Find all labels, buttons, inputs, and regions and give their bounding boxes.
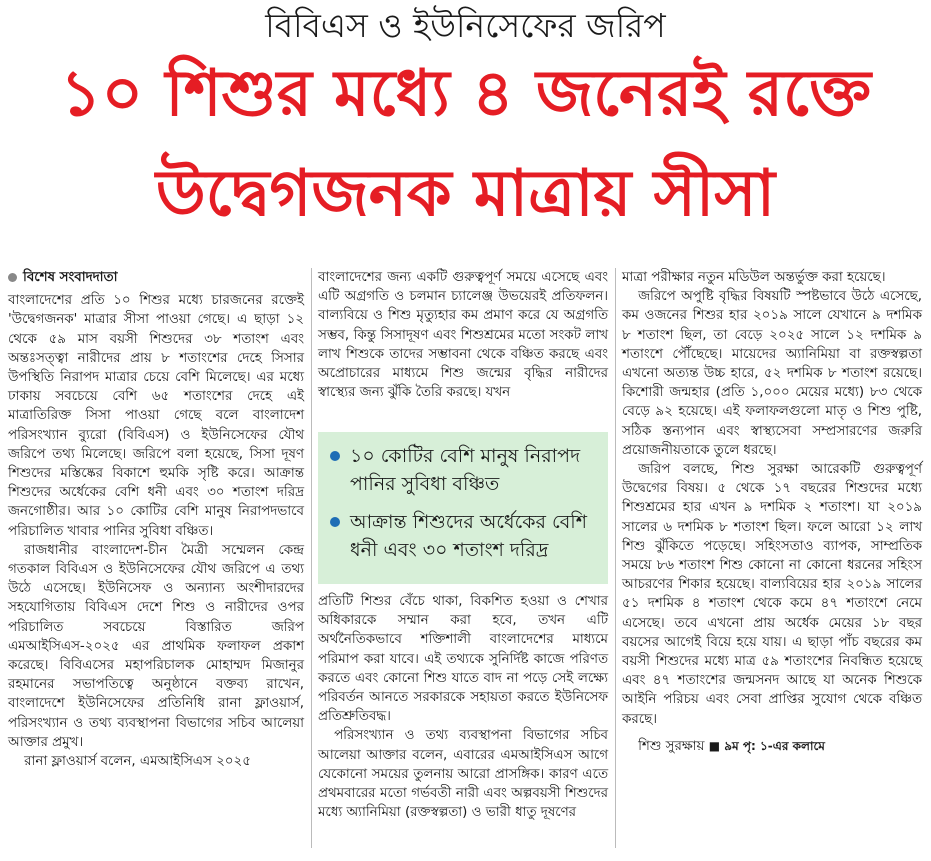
paragraph: মাত্রা পরীক্ষার নতুন মডিউল অন্তর্ভুক্ত করা হয়েছে। [622, 270, 886, 285]
bullet-icon [330, 517, 340, 527]
highlight-text: আক্রান্ত শিশুদের অর্ধেকের বেশি ধনী এবং ৩০ শতাংশ দরিদ্র [350, 511, 587, 561]
bullet-icon [330, 451, 340, 461]
column-rule [311, 268, 312, 848]
article-column-2-bottom [318, 592, 608, 822]
paragraph: পরিসংখ্যান ও তথ্য ব্যবস্থাপনা বিভাগের সচিব আলেয়া আক্তার বলেন, এবারের এমআইসিএস আগে যেকোনো সময়ের তুলনায় আরো প্রাসঙ্গিক। কারণ এতে প্রথমবারের মতো গর্ভবতী নারী এবং অল্পবয়সী শিশুদের মধ্যে অ্যানিমিয়া (রক্তস্বল্পতা) ও ভারী ধাতু দূষণের [318, 728, 608, 821]
paragraph: বাংলাদেশের জন্য একটি গুরুত্বপূর্ণ সময়ে এসেছে এবং এটি অগ্রগতি ও চলমান চ্যালেঞ্জ উভয়েরই প্রতিফলন। বাল্যবিয়ে ও শিশু মৃত্যুহার কম প্রমাণ করে যে অগ্রগতি সম্ভব, কিন্তু সিসাদূষণ এবং শিশুশ্রমের মতো সংকট লাখ লাখ শিশুকে তাদের সম্ভাবনা থেকে বঞ্চিত করছে এবং অপ্রোচারের মাধ্যমে শিশু জন্মের বৃদ্ধির নারীদের স্বাস্থ্যের জন্য ঝুঁকি তৈরি করছে। যখন [318, 270, 608, 401]
paragraph: রাজধানীর বাংলাদেশ-চীন মৈত্রী সম্মেলন কেন্দ্র গতকাল বিবিএস ও ইউনিসেফের যৌথ জরিপে এ তথ্য উঠে এসেছে। ইউনিসেফ ও অন্যান্য অংশীদারদের সহযোগিতায় বিবিএস দেশে শিশু ও নারীদের ওপর পরিচালিত সবচেয়ে বিস্তারিত জরিপ এমআইসিএস-২০২৫ এর প্রাথমিক ফলাফল প্রকাশ করেছে। বিবিএসের মহাপরিচালক মোহাম্মদ মিজানুর রহমানের সভাপতিত্বে অনুষ্ঠানে বক্তব্য রাখেন, বাংলাদেশে ইউনিসেফের প্রতিনিধি রানা ফ্লাওয়ার্স, পরিসংখ্যান ও তথ্য ব্যবস্থাপনা বিভাগের সচিব আলেয়া আক্তার প্রমুখ। [8, 542, 304, 750]
highlight-box [318, 432, 608, 584]
continuation-note [622, 737, 922, 756]
article-column-1 [8, 268, 304, 771]
paragraph: প্রতিটি শিশুর বেঁচে থাকা, বিকশিত হওয়া ও শেখার অধিকারকে সম্মান করা হবে, তখন এটি অর্থনৈতিকভাবে শক্তিশালী বাংলাদেশের মাধ্যমে পরিমাপ করা যাবে। এই তথ্যকে সুনির্দিষ্ট কাজে পরিণত করতে এবং কোনো শিশু যাতে বাদ না পড়ে সেই লক্ষ্যে পরিবর্তন আনতে সরকারকে সহায়তা করতে ইউনিসেফ প্রতিশ্রুতিবদ্ধ। [318, 594, 608, 725]
highlight-item [330, 508, 596, 564]
paragraph: জরিপে অপুষ্টি বৃদ্ধির বিষয়টি স্পষ্টভাবে উঠে এসেছে, কম ওজনের শিশুর হার ২০১৯ সালে যেখানে ৯ দশমিক ৮ শতাংশ ছিল, তা বেড়ে ২০২৫ সালে ১২ দশমিক ৯ শতাংশে পৌঁছেছে। মায়েদের অ্যানিমিয়া বা রক্তস্বল্পতা এখনো অত্যন্ত উচ্চ হারে, ৫২ দশমিক ৮ শতাংশ রয়েছে। কিশোরী জন্মহার (প্রতি ১,০০০ মেয়ের মধ্যে) ৮৩ থেকে বেড়ে ৯২ হয়েছে। এই ফলাফলগুলো মাতৃ ও শিশু পুষ্টি, সঠিক স্তন্যপান এবং স্বাস্থ্যসেবা সম্প্রসারণের জরুরি প্রয়োজনীয়তাকে তুলে ধরছে। [622, 289, 922, 458]
article-column-3 [622, 268, 922, 756]
paragraph: রানা ফ্লাওয়ার্স বলেন, এমআইসিএস ২০২৫ [24, 754, 251, 770]
byline [8, 268, 304, 287]
highlight-text: ১০ কোটির বেশি মানুষ নিরাপদ পানির সুবিধা বঞ্চিত [350, 445, 581, 495]
bullet-icon [8, 273, 17, 282]
paragraph: বাংলাদেশের প্রতি ১০ শিশুর মধ্যে চারজনের রক্তেই 'উদ্বেগজনক' মাত্রার সীসা পাওয়া গেছে। এ ছাড়া ১২ থেকে ৫৯ মাস বয়সী শিশুদের ৩৮ শতাংশ এবং অন্তঃসত্ত্বা নারীদের প্রায় ৮ শতাংশের দেহে সিসার উপস্থিতি নিরাপদ মাত্রার চেয়ে বেশি মিলেছে। এর মধ্যে ঢাকায় সবচেয়ে বেশি ৬৫ শতাংশের দেহে এই মাত্রাতিরিক্ত সিসা পাওয়া গেছে বলে বাংলাদেশ পরিসংখ্যান ব্যুরো (বিবিএস) ও ইউনিসেফের যৌথ জরিপে তথ্য মিলেছে। জরিপে বলা হয়েছে, সিসা দূষণ শিশুদের মস্তিষ্কের বিকাশে হুমকি সৃষ্টি করে। আক্রান্ত শিশুদের অর্ধেকের বেশি ধনী এবং ৩০ শতাংশ দরিদ্র জনগোষ্ঠীর। আর ১০ কোটির বেশি মানুষ নিরাপদভাবে পরিচালিত খাবার পানির সুবিধা বঞ্চিত। [8, 293, 304, 539]
continuation-label: শিশু সুরক্ষায় [638, 738, 705, 754]
headline-line-1: ১০ শিশুর মধ্যে ৪ জনেরই রক্তে [60, 57, 871, 131]
article-column-2-top [318, 268, 608, 402]
headline-line-2: উদ্বেগজনক মাত্রায় সীসা [155, 157, 776, 231]
kicker: বিবিএস ও ইউনিসেফের জরিপ [265, 6, 666, 45]
paragraph: জরিপ বলছে, শিশু সুরক্ষা আরেকটি গুরুত্বপূর্ণ উদ্বেগের বিষয়। ৫ থেকে ১৭ বছরের শিশুদের মধ্যে শিশুশ্রমের হার এখন ৯ দশমিক ২ শতাংশ। যা ২০১৯ সালের ৬ দশমিক ৮ শতাংশ ছিল। ফলে আরো ১২ লাখ শিশু ঝুঁকিতে পড়েছে। সহিংসতাও ব্যাপক, সাম্প্রতিক সময়ে ৮৬ শতাংশ শিশু কোনো না কোনো ধরনের সহিংস আচরণের শিকার হয়েছে। বাল্যবিয়ের হার ২০১৯ সালের ৫১ দশমিক ৪ শতাংশ থেকে কমে ৪৭ শতাংশে নেমে এসেছে। তবে এখনো প্রায় অর্ধেক মেয়ের ১৮ বছর বয়সের আগেই বিয়ে হয়ে যায়। এ ছাড়া পাঁচ বছরের কম বয়সী শিশুদের মধ্যে মাত্র ৫৯ শতাংশের নিবন্ধিত হয়েছে এবং ৪৭ শতাংশের জন্মসনদ আছে যা অনেক শিশুকে আইনি পরিচয় এবং সেবা প্রাপ্তির সুযোগ থেকে বঞ্চিত করছে। [622, 462, 922, 727]
continuation-ref: ■ ৯ম পৃ: ১-এর কলামে [708, 738, 825, 753]
byline-text: বিশেষ সংবাদদাতা [23, 270, 118, 285]
highlight-item [330, 442, 596, 498]
column-rule [615, 268, 616, 848]
